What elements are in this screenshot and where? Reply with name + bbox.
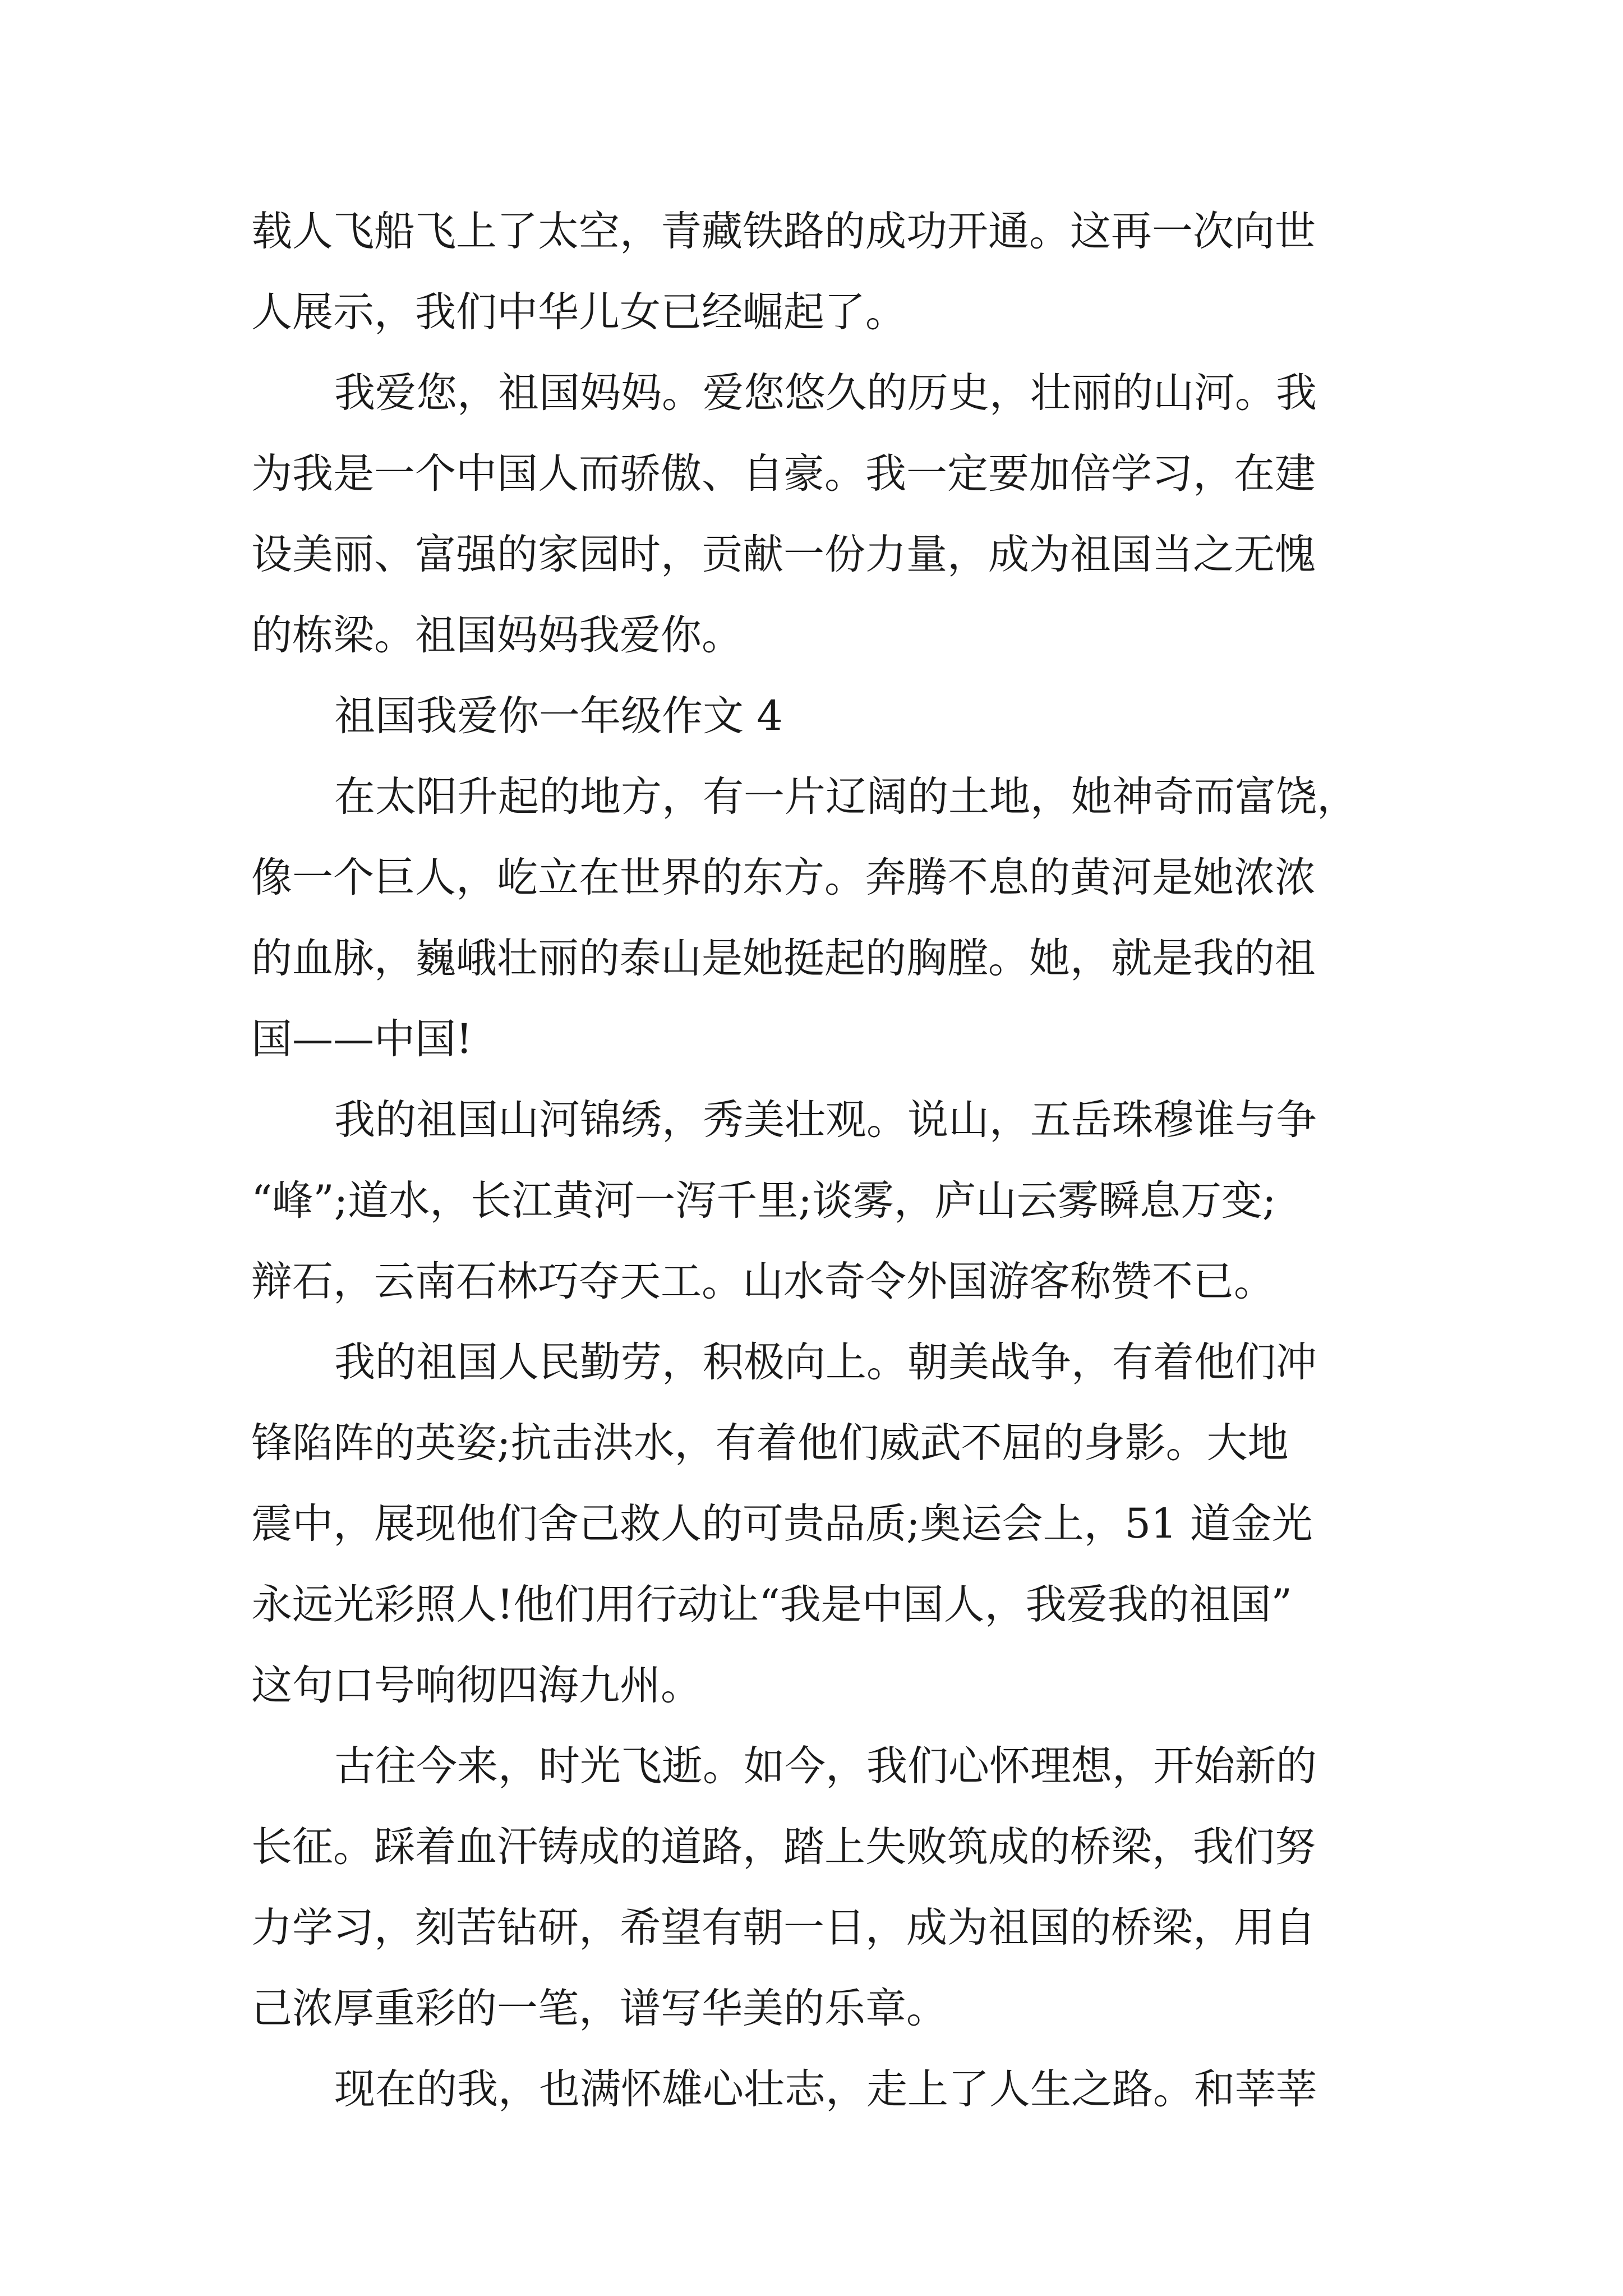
text-line: 永远光彩照人!他们用行动让“我是中国人，我爱我的祖国” — [251, 1581, 1292, 1628]
text-line: 震中，展现他们舍己救人的可贵品质;奥运会上，51 道金光 — [251, 1500, 1313, 1548]
text-line: 为我是一个中国人而骄傲、自豪。我一定要加倍学习，在建 — [251, 450, 1316, 498]
text-line: 锋陷阵的英姿;抗击洪水，有着他们威武不屈的身影。大地 — [251, 1419, 1289, 1467]
text-line: 设美丽、富强的家园时，贡献一份力量，成为祖国当之无愧 — [251, 531, 1316, 578]
text-line: 的血脉，巍峨壮丽的泰山是她挺起的胸膛。她，就是我的祖 — [251, 935, 1316, 982]
paragraph-first-line: 我的祖国人民勤劳，积极向上。朝美战争，有着他们冲 — [334, 1338, 1317, 1386]
text-line: “峰”;道水，长江黄河一泻千里;谈雾，庐山云雾瞬息万变; — [251, 1177, 1276, 1225]
text-line: 的栋梁。祖国妈妈我爱你。 — [251, 611, 743, 659]
text-line: 力学习，刻苦钻研，希望有朝一日，成为祖国的桥梁，用自 — [251, 1904, 1316, 1952]
text-line: 像一个巨人，屹立在世界的东方。奔腾不息的黄河是她浓浓 — [251, 854, 1316, 901]
text-line: 长征。踩着血汗铸成的道路，踏上失败筑成的桥梁，我们努 — [251, 1823, 1316, 1871]
text-line: 国——中国! — [251, 1015, 473, 1063]
text-line: 这句口号响彻四海九州。 — [251, 1662, 702, 1709]
section-heading: 祖国我爱你一年级作文 4 — [334, 692, 783, 740]
text-line: 辩石，云南石林巧夺天工。山水奇令外国游客称赞不已。 — [251, 1258, 1275, 1305]
paragraph-first-line: 在太阳升起的地方，有一片辽阔的土地，她神奇而富饶， — [334, 773, 1358, 821]
text-line: 人展示，我们中华儿女已经崛起了。 — [251, 288, 906, 336]
paragraph-first-line: 古往今来，时光飞逝。如今，我们心怀理想，开始新的 — [334, 1742, 1317, 1790]
paragraph-first-line: 我爱您，祖国妈妈。爱您悠久的历史，壮丽的山河。我 — [334, 369, 1317, 417]
text-line: 载人飞船飞上了太空，青藏铁路的成功开通。这再一次向世 — [251, 208, 1316, 255]
paragraph-first-line: 现在的我，也满怀雄心壮志，走上了人生之路。和莘莘 — [334, 2065, 1317, 2113]
text-line: 己浓厚重彩的一笔，谱写华美的乐章。 — [251, 1985, 947, 2032]
paragraph-first-line: 我的祖国山河锦绣，秀美壮观。说山，五岳珠穆谁与争 — [334, 1096, 1317, 1144]
